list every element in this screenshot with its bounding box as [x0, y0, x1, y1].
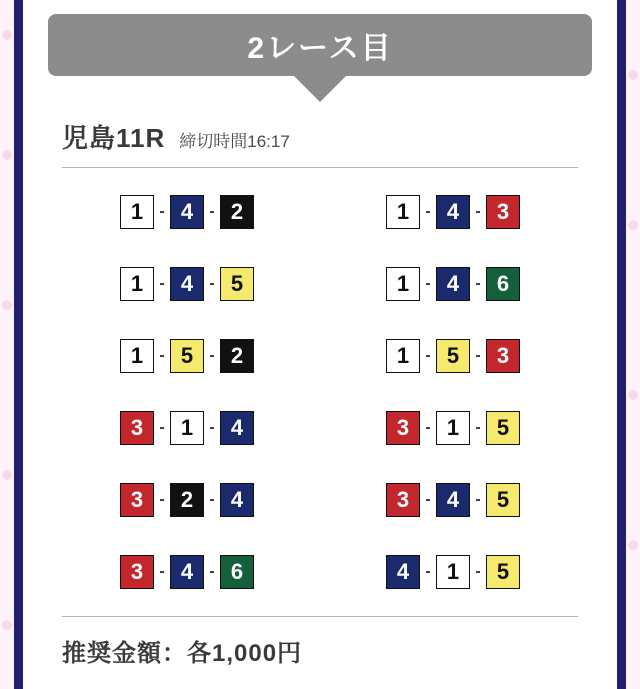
prediction-combo [54, 392, 320, 464]
right-dot [628, 70, 638, 80]
boat-number-cell: 3 [486, 195, 520, 229]
boat-number-cell: 4 [170, 267, 204, 301]
combo-separator: - [159, 275, 165, 292]
left-dot [2, 30, 12, 40]
combo-separator: - [425, 203, 431, 220]
boat-number-cell: 5 [436, 339, 470, 373]
prediction-combo [320, 248, 586, 320]
boat-number-cell: 4 [220, 483, 254, 517]
prediction-combo [320, 176, 586, 248]
prediction-combo [54, 248, 320, 320]
prediction-combo [320, 320, 586, 392]
boat-number-cell: 1 [386, 195, 420, 229]
combo-separator: - [159, 347, 165, 364]
right-dot [628, 390, 638, 400]
race-name: 児島11R [62, 123, 166, 153]
combo-separator: - [425, 491, 431, 508]
combo-separator: - [159, 491, 165, 508]
boat-number-cell: 2 [220, 195, 254, 229]
prediction-combo [54, 464, 320, 536]
boat-number-cell: 2 [170, 483, 204, 517]
boat-number-cell: 1 [386, 267, 420, 301]
prediction-combo [54, 536, 320, 608]
boat-number-cell: 6 [220, 555, 254, 589]
left-dot [2, 150, 12, 160]
decorative-right-edge [610, 0, 640, 689]
decorative-left-edge [0, 0, 30, 689]
combo-separator: - [209, 491, 215, 508]
left-dot [2, 470, 12, 480]
combo-separator: - [475, 491, 481, 508]
boat-number-cell: 3 [386, 483, 420, 517]
boat-number-cell: 5 [486, 483, 520, 517]
race-banner-body [48, 14, 592, 76]
combo-separator: - [425, 563, 431, 580]
boat-number-cell: 6 [486, 267, 520, 301]
boat-number-cell: 1 [120, 339, 154, 373]
race-banner [48, 14, 592, 76]
right-dot [628, 220, 638, 230]
combo-separator: - [209, 275, 215, 292]
right-dot [628, 540, 638, 550]
race-banner-title: 2レース目 [247, 32, 393, 65]
left-dot [2, 620, 12, 630]
combo-separator: - [475, 275, 481, 292]
prediction-grid [54, 176, 586, 608]
combo-separator: - [425, 275, 431, 292]
boat-number-cell: 4 [170, 195, 204, 229]
prediction-combo [54, 176, 320, 248]
recommended-amount: 推奨金額：各1,000円 [62, 640, 303, 667]
combo-separator: - [425, 347, 431, 364]
boat-number-cell: 1 [436, 411, 470, 445]
combo-separator: - [475, 347, 481, 364]
boat-number-cell: 1 [436, 555, 470, 589]
boat-number-cell: 4 [220, 411, 254, 445]
banner-arrow-icon [294, 76, 346, 102]
boat-number-cell: 4 [436, 483, 470, 517]
combo-separator: - [475, 419, 481, 436]
combo-separator: - [475, 563, 481, 580]
boat-number-cell: 2 [220, 339, 254, 373]
boat-number-cell: 5 [486, 555, 520, 589]
boat-number-cell: 3 [486, 339, 520, 373]
prediction-combo [320, 392, 586, 464]
boat-number-cell: 1 [170, 411, 204, 445]
combo-separator: - [159, 563, 165, 580]
boat-number-cell: 1 [120, 267, 154, 301]
prediction-combo [320, 536, 586, 608]
boat-number-cell: 1 [120, 195, 154, 229]
boat-number-cell: 4 [436, 267, 470, 301]
boat-number-cell: 4 [386, 555, 420, 589]
prediction-combo [54, 320, 320, 392]
boat-number-cell: 5 [220, 267, 254, 301]
combo-separator: - [159, 419, 165, 436]
race-header [62, 118, 578, 168]
left-inner-band [14, 0, 23, 689]
combo-separator: - [425, 419, 431, 436]
right-inner-band [617, 0, 626, 689]
race-deadline: 締切時間16:17 [179, 132, 290, 151]
left-outer-band [0, 0, 14, 689]
combo-separator: - [209, 563, 215, 580]
combo-separator: - [209, 203, 215, 220]
boat-number-cell: 4 [436, 195, 470, 229]
left-dot [2, 300, 12, 310]
boat-number-cell: 4 [170, 555, 204, 589]
combo-separator: - [209, 419, 215, 436]
boat-number-cell: 3 [120, 555, 154, 589]
combo-separator: - [475, 203, 481, 220]
prediction-combo [320, 464, 586, 536]
combo-separator: - [209, 347, 215, 364]
main-content [30, 0, 610, 689]
boat-number-cell: 5 [170, 339, 204, 373]
boat-number-cell: 3 [120, 483, 154, 517]
boat-number-cell: 1 [386, 339, 420, 373]
boat-number-cell: 3 [120, 411, 154, 445]
footer [62, 616, 578, 668]
boat-number-cell: 5 [486, 411, 520, 445]
combo-separator: - [159, 203, 165, 220]
right-outer-band [626, 0, 640, 689]
boat-number-cell: 3 [386, 411, 420, 445]
